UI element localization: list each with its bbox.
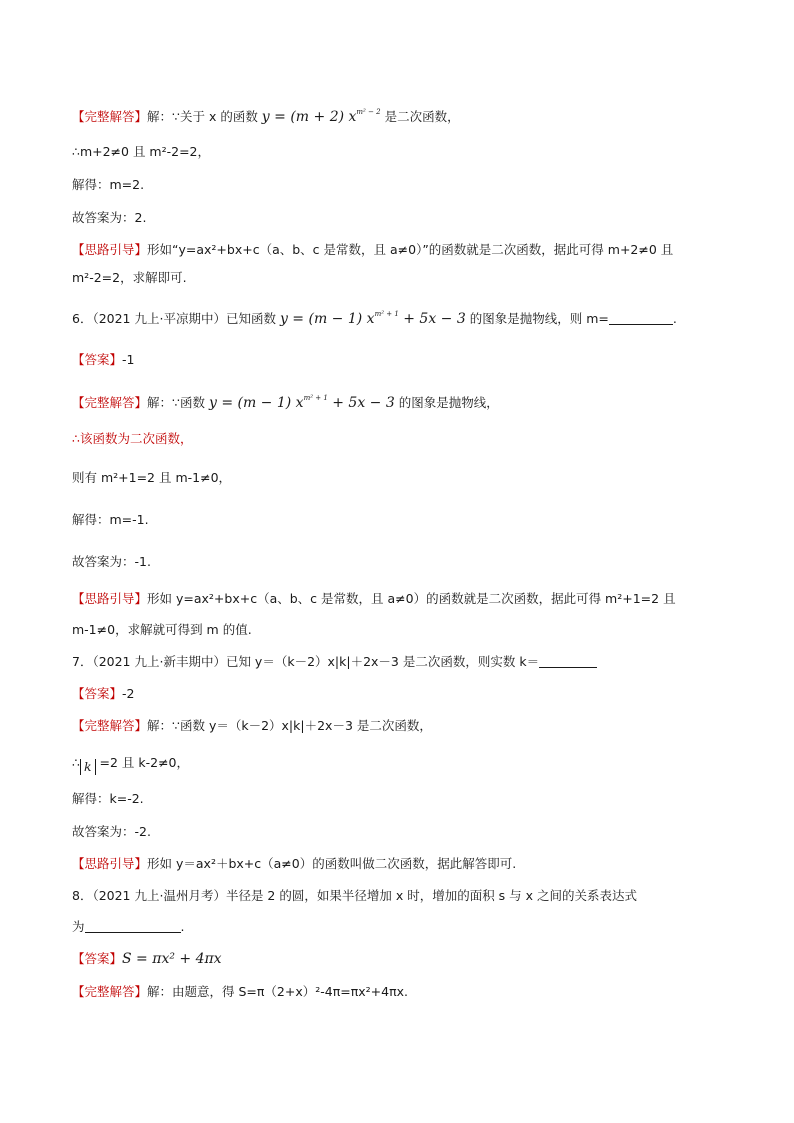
q5-hint-line2: m²-2=2，求解即可. [72,270,187,285]
q6-solution-line: 【完整解答】解：∵函数 y = (m − 1) $x^{m^2 + 1} + 5x - 3$ 的图象是抛物线， [72,394,499,411]
q6-answer-blank [609,312,673,325]
q6-stem: 6．（2021 九上·平凉期中）已知函数 y = (m − 1) $x^{m^2 + 1} + 5x - 3$ 的图象是抛物线，则 m= . [72,310,677,327]
full-solution-tag: 【完整解答】 [72,109,148,124]
q6-hint-line2: m-1≠0，求解就可得到 m 的值. [72,622,252,637]
formula-q5: y = (m + 2) $x^{m^2 - 2}$ [261,108,381,125]
q6-condition: 则有 m²+1=2 且 m-1≠0， [72,470,232,485]
q6-red-line: ∴该函数为二次函数， [72,431,193,446]
answer-tag: 【答案】 [72,352,123,367]
q6-answer: 【答案】-1 [72,352,135,367]
formula-q8: S = πx² + 4πx [122,951,222,967]
q6-answer-line: 故答案为：-1. [72,554,151,569]
q8-answer: 【答案】S = πx² + 4πx [72,951,222,967]
q7-solution-line: 【完整解答】解：∵函数 y＝（k－2）x|k|＋2x－3 是二次函数， [72,718,432,733]
q7-answer-line: 故答案为：-2. [72,824,151,839]
q7-condition: ∴ k =2 且 k-2≠0， [72,755,190,774]
q6-hint-line1: 【思路引导】形如 y=ax²+bx+c（a、b、c 是常数，且 a≠0）的函数就是二次函数，据此可得 m²+1=2 且 [72,591,676,606]
q7-answer: 【答案】-2 [72,686,135,701]
abs-k: k [80,759,96,775]
q7-stem: 7．（2021 九上·新丰期中）已知 y＝（k－2）x|k|＋2x－3 是二次函数，则实数 k＝ [72,654,597,670]
q5-answer-line: 故答案为：2. [72,210,147,225]
q7-answer-blank [539,655,597,668]
q8-answer-blank [85,920,181,933]
q5-hint-line1: 【思路引导】形如“y=ax²+bx+c（a、b、c 是常数，且 a≠0）”的函数就是二次函数，据此可得 m+2≠0 且 [72,242,674,257]
q8-stem-line2: 为 . [72,919,185,934]
hint-tag: 【思路引导】 [72,242,148,257]
q5-condition: ∴m+2≠0 且 m²-2=2， [72,144,211,159]
q7-solve: 解得：k=-2. [72,791,144,806]
q6-solve: 解得：m=-1. [72,512,149,527]
q7-hint: 【思路引导】形如 y＝ax²＋bx+c（a≠0）的函数叫做二次函数，据此解答即可. [72,856,517,871]
q8-stem-line1: 8．（2021 九上·温州月考）半径是 2 的圆，如果半径增加 x 时，增加的面积 s 与 x 之间的关系表达式 [72,888,638,903]
q5-solve: 解得：m=2. [72,177,145,192]
formula-q6-solution: y = (m − 1) $x^{m^2 + 1} + 5x - 3$ [208,394,395,411]
formula-q6-stem: y = (m − 1) $x^{m^2 + 1} + 5x - 3$ [279,310,466,327]
q8-solution-line: 【完整解答】解：由题意，得 S=π（2+x）²-4π=πx²+4πx. [72,984,408,999]
q5-solution-line: 【完整解答】解：∵关于 x 的函数 y = (m + 2) $x^{m^2 - 2}$ 是二次函数， [72,108,460,125]
